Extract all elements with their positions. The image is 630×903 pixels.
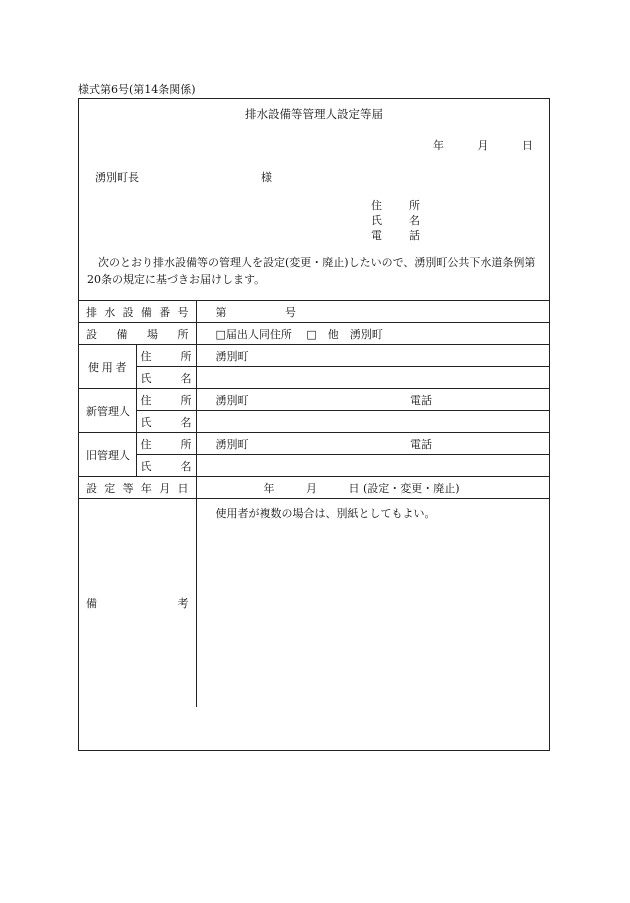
old-manager-phone-label: 電話 <box>410 437 432 451</box>
form-caption: 様式第6号(第14条関係) <box>78 83 196 96</box>
row-user-address <box>79 345 549 367</box>
row-old-manager-address <box>79 433 549 455</box>
location-field[interactable] <box>196 323 549 345</box>
location-label: 設備場所 <box>86 327 189 341</box>
date-day: 日 <box>522 139 533 152</box>
addressee-name: 湧別町長 <box>95 171 139 184</box>
date-month: 月 <box>477 139 489 152</box>
old-manager-address-label: 住所 <box>140 437 192 451</box>
set-date-label: 設定等年月日 <box>86 481 189 495</box>
row-location <box>79 323 549 345</box>
new-manager-address-field[interactable] <box>196 389 549 411</box>
row-old-manager-name <box>79 455 549 477</box>
applicant-address-label: 住 所 <box>371 199 428 212</box>
set-date-month: 月 <box>306 481 317 495</box>
old-manager-address-value: 湧別町 <box>215 437 249 451</box>
set-date-field[interactable] <box>196 477 549 499</box>
user-name-label: 氏名 <box>140 371 192 385</box>
form-title: 排水設備等管理人設定等届 <box>245 107 383 121</box>
user-label: 使用者 <box>88 360 127 374</box>
remarks-label <box>86 595 189 611</box>
old-manager-address-field[interactable] <box>196 433 549 455</box>
form-frame <box>78 98 550 751</box>
drain-number-suffix: 号 <box>285 305 296 319</box>
row-drain-number <box>79 301 549 323</box>
row-new-manager-name <box>79 411 549 433</box>
set-date-day: 日 <box>348 481 360 495</box>
remarks-label-left: 備 <box>86 597 97 610</box>
applicant-phone-label: 電 話 <box>371 229 428 242</box>
set-date-year: 年 <box>263 481 275 495</box>
drain-number-label: 排水設備番号 <box>86 305 189 319</box>
new-manager-label: 新管理人 <box>86 404 130 418</box>
statement-text: 次のとおり排水設備等の管理人を設定(変更・廃止)したいので、湧別町公共下水道条例第20条の規定に基づきお届けします。 <box>87 256 536 286</box>
remarks-field[interactable] <box>196 499 549 708</box>
drain-number-field[interactable] <box>196 301 549 323</box>
applicant-block <box>371 198 428 243</box>
location-value: □届出人同住所 □ 他 湧別町 <box>215 327 383 341</box>
row-remarks <box>79 499 549 708</box>
new-manager-name-field[interactable] <box>196 411 549 433</box>
old-manager-label: 旧管理人 <box>86 448 130 462</box>
date-year: 年 <box>433 139 444 152</box>
new-manager-name-label: 氏名 <box>140 415 192 429</box>
form-table <box>79 300 549 707</box>
row-user-name <box>79 367 549 389</box>
user-address-field[interactable] <box>196 345 549 367</box>
applicant-name-label: 氏 名 <box>371 214 428 227</box>
old-manager-name-field[interactable] <box>196 455 549 477</box>
row-new-manager-address <box>79 389 549 411</box>
row-set-date <box>79 477 549 499</box>
new-manager-address-label: 住所 <box>140 393 192 407</box>
remarks-label-right: 考 <box>177 597 189 610</box>
remarks-note: 使用者が複数の場合は、別紙としてもよい。 <box>215 507 436 520</box>
user-address-value: 湧別町 <box>215 349 249 363</box>
user-name-field[interactable] <box>196 367 549 389</box>
new-manager-phone-label: 電話 <box>410 393 432 407</box>
user-address-label: 住所 <box>140 349 192 363</box>
submission-date <box>433 137 533 153</box>
set-date-options: (設定・変更・廃止) <box>363 481 460 495</box>
new-manager-address-value: 湧別町 <box>215 393 249 407</box>
addressee-honorific: 様 <box>261 171 272 184</box>
old-manager-name-label: 氏名 <box>140 459 192 473</box>
drain-number-prefix: 第 <box>215 305 227 319</box>
